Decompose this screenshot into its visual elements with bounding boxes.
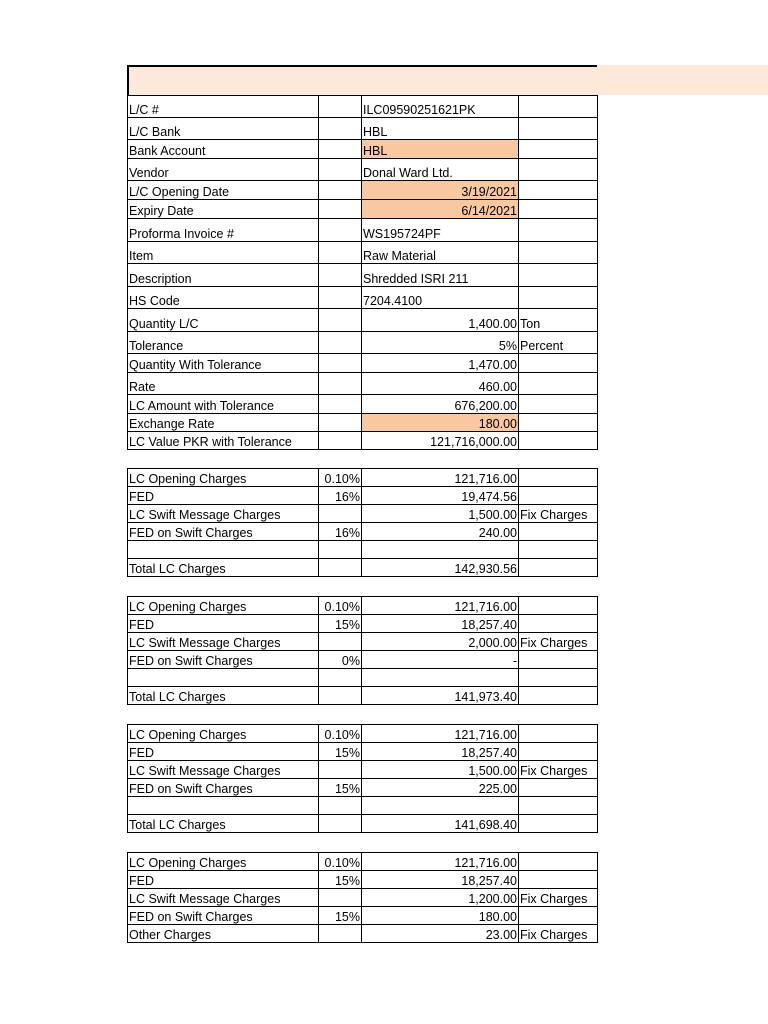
- value-cell[interactable]: 180.00: [362, 414, 519, 432]
- table-row: [128, 651, 598, 669]
- value-cell[interactable]: 5%: [362, 332, 519, 354]
- value-cell[interactable]: 121,716.00: [362, 853, 519, 871]
- value-cell[interactable]: -: [362, 651, 519, 669]
- lc-charges-block-1: [127, 468, 598, 577]
- table-row: [128, 669, 598, 687]
- pct-cell[interactable]: [319, 432, 362, 450]
- unit-cell[interactable]: [519, 140, 598, 159]
- label-cell[interactable]: LC Swift Message Charges: [128, 633, 319, 651]
- pct-cell[interactable]: 16%: [319, 523, 362, 541]
- table-row: [128, 414, 598, 432]
- unit-cell[interactable]: [519, 743, 598, 761]
- pct-cell[interactable]: [319, 181, 362, 200]
- unit-cell[interactable]: Fix Charges: [519, 633, 598, 651]
- label-cell[interactable]: FED on Swift Charges: [128, 651, 319, 669]
- table-row: [128, 354, 598, 373]
- value-cell[interactable]: 18,257.40: [362, 615, 519, 633]
- table-row: [128, 925, 598, 943]
- value-cell[interactable]: HBL: [362, 118, 519, 140]
- pct-cell[interactable]: [319, 118, 362, 140]
- pct-cell[interactable]: [319, 815, 362, 833]
- value-cell[interactable]: 141,973.40: [362, 687, 519, 705]
- value-cell[interactable]: 3/19/2021: [362, 181, 519, 200]
- header-title-cell[interactable]: [127, 65, 597, 95]
- unit-cell[interactable]: [519, 871, 598, 889]
- label-cell[interactable]: [128, 669, 319, 687]
- unit-cell[interactable]: [519, 200, 598, 219]
- unit-cell[interactable]: Ton: [519, 309, 598, 332]
- table-row: [128, 559, 598, 577]
- pct-cell[interactable]: [319, 140, 362, 159]
- table-row: [128, 181, 598, 200]
- label-cell[interactable]: L/C Bank: [128, 118, 319, 140]
- table-row: [128, 687, 598, 705]
- unit-cell[interactable]: [519, 469, 598, 487]
- label-cell[interactable]: HS Code: [128, 287, 319, 309]
- pct-cell[interactable]: 15%: [319, 779, 362, 797]
- unit-cell[interactable]: Fix Charges: [519, 925, 598, 943]
- value-cell[interactable]: 18,257.40: [362, 871, 519, 889]
- label-cell[interactable]: FED: [128, 615, 319, 633]
- table-row: [128, 373, 598, 395]
- unit-cell[interactable]: [519, 181, 598, 200]
- unit-cell[interactable]: [519, 615, 598, 633]
- unit-cell[interactable]: [519, 96, 598, 118]
- pct-cell[interactable]: [319, 505, 362, 523]
- value-cell[interactable]: Raw Material: [362, 242, 519, 264]
- value-cell[interactable]: Donal Ward Ltd.: [362, 159, 519, 181]
- pct-cell[interactable]: [319, 373, 362, 395]
- pct-cell[interactable]: [319, 354, 362, 373]
- label-cell[interactable]: Vendor: [128, 159, 319, 181]
- unit-cell[interactable]: [519, 487, 598, 505]
- pct-cell[interactable]: [319, 687, 362, 705]
- table-row: [128, 96, 598, 118]
- label-cell[interactable]: Total LC Charges: [128, 687, 319, 705]
- pct-cell[interactable]: [319, 159, 362, 181]
- table-row: [128, 200, 598, 219]
- value-cell[interactable]: HBL: [362, 140, 519, 159]
- unit-cell[interactable]: [519, 687, 598, 705]
- unit-cell[interactable]: [519, 779, 598, 797]
- unit-cell[interactable]: Percent: [519, 332, 598, 354]
- table-row: [128, 469, 598, 487]
- table-row: [128, 332, 598, 354]
- label-cell[interactable]: Bank Account: [128, 140, 319, 159]
- label-cell[interactable]: [128, 797, 319, 815]
- label-cell[interactable]: Proforma Invoice #: [128, 219, 319, 242]
- value-cell[interactable]: 240.00: [362, 523, 519, 541]
- pct-cell[interactable]: [319, 287, 362, 309]
- pct-cell[interactable]: 15%: [319, 907, 362, 925]
- lc-charges-block-2: [127, 596, 598, 705]
- unit-cell[interactable]: [519, 725, 598, 743]
- pct-cell[interactable]: [319, 761, 362, 779]
- pct-cell[interactable]: [319, 669, 362, 687]
- unit-cell[interactable]: [519, 597, 598, 615]
- table-row: [128, 264, 598, 287]
- label-cell[interactable]: L/C Opening Date: [128, 181, 319, 200]
- table-row: [128, 523, 598, 541]
- table-row: [128, 242, 598, 264]
- pct-cell[interactable]: [319, 559, 362, 577]
- table-row: [128, 505, 598, 523]
- table-row: [128, 140, 598, 159]
- label-cell[interactable]: Tolerance: [128, 332, 319, 354]
- unit-cell[interactable]: [519, 395, 598, 414]
- pct-cell[interactable]: [319, 541, 362, 559]
- value-cell[interactable]: 23.00: [362, 925, 519, 943]
- table-row: [128, 889, 598, 907]
- value-cell[interactable]: [362, 669, 519, 687]
- value-cell[interactable]: 1,400.00: [362, 309, 519, 332]
- table-row: [128, 432, 598, 450]
- label-cell[interactable]: Total LC Charges: [128, 559, 319, 577]
- value-cell[interactable]: 121,716.00: [362, 725, 519, 743]
- unit-cell[interactable]: [519, 242, 598, 264]
- value-cell[interactable]: [362, 541, 519, 559]
- pct-cell[interactable]: [319, 242, 362, 264]
- label-cell[interactable]: Exchange Rate: [128, 414, 319, 432]
- pct-cell[interactable]: 15%: [319, 615, 362, 633]
- label-cell[interactable]: FED: [128, 743, 319, 761]
- value-cell[interactable]: 1,500.00: [362, 761, 519, 779]
- value-cell[interactable]: 18,257.40: [362, 743, 519, 761]
- label-cell[interactable]: FED on Swift Charges: [128, 907, 319, 925]
- unit-cell[interactable]: [519, 219, 598, 242]
- table-row: [128, 615, 598, 633]
- unit-cell[interactable]: Fix Charges: [519, 761, 598, 779]
- label-cell[interactable]: LC Opening Charges: [128, 469, 319, 487]
- value-cell[interactable]: ILC09590251621PK: [362, 96, 519, 118]
- table-row: [128, 541, 598, 559]
- label-cell[interactable]: Total LC Charges: [128, 815, 319, 833]
- table-row: [128, 287, 598, 309]
- lc-charges-block-3: [127, 724, 598, 833]
- pct-cell[interactable]: [319, 96, 362, 118]
- table-row: [128, 597, 598, 615]
- pct-cell[interactable]: [319, 332, 362, 354]
- label-cell[interactable]: LC Swift Message Charges: [128, 889, 319, 907]
- table-row: [128, 159, 598, 181]
- value-cell[interactable]: 121,716.00: [362, 597, 519, 615]
- label-cell[interactable]: Quantity With Tolerance: [128, 354, 319, 373]
- unit-cell[interactable]: [519, 853, 598, 871]
- unit-cell[interactable]: [519, 373, 598, 395]
- unit-cell[interactable]: [519, 432, 598, 450]
- value-cell[interactable]: 460.00: [362, 373, 519, 395]
- pct-cell[interactable]: [319, 395, 362, 414]
- label-cell[interactable]: L/C #: [128, 96, 319, 118]
- value-cell[interactable]: 2,000.00: [362, 633, 519, 651]
- label-cell[interactable]: LC Value PKR with Tolerance: [128, 432, 319, 450]
- unit-cell[interactable]: [519, 797, 598, 815]
- value-cell[interactable]: 121,716,000.00: [362, 432, 519, 450]
- unit-cell[interactable]: Fix Charges: [519, 505, 598, 523]
- value-cell[interactable]: 225.00: [362, 779, 519, 797]
- label-cell[interactable]: Other Charges: [128, 925, 319, 943]
- value-cell[interactable]: WS195724PF: [362, 219, 519, 242]
- unit-cell[interactable]: [519, 414, 598, 432]
- table-row: [128, 395, 598, 414]
- label-cell[interactable]: Description: [128, 264, 319, 287]
- label-cell[interactable]: FED on Swift Charges: [128, 779, 319, 797]
- pct-cell[interactable]: [319, 633, 362, 651]
- pct-cell[interactable]: [319, 200, 362, 219]
- table-row: [128, 633, 598, 651]
- unit-cell[interactable]: [519, 354, 598, 373]
- unit-cell[interactable]: [519, 159, 598, 181]
- table-row: [128, 797, 598, 815]
- unit-cell[interactable]: [519, 669, 598, 687]
- unit-cell[interactable]: [519, 815, 598, 833]
- pct-cell[interactable]: 15%: [319, 871, 362, 889]
- pct-cell[interactable]: [319, 309, 362, 332]
- unit-cell[interactable]: [519, 287, 598, 309]
- value-cell[interactable]: 6/14/2021: [362, 200, 519, 219]
- value-cell[interactable]: 180.00: [362, 907, 519, 925]
- table-row: [128, 779, 598, 797]
- pct-cell[interactable]: [319, 414, 362, 432]
- label-cell[interactable]: FED on Swift Charges: [128, 523, 319, 541]
- lc-details-table: [127, 95, 598, 450]
- unit-cell[interactable]: [519, 907, 598, 925]
- table-row: [128, 487, 598, 505]
- value-cell[interactable]: 19,474.56: [362, 487, 519, 505]
- pct-cell[interactable]: [319, 797, 362, 815]
- lc-charges-block-4: [127, 852, 598, 943]
- value-cell[interactable]: 121,716.00: [362, 469, 519, 487]
- value-cell[interactable]: 1,500.00: [362, 505, 519, 523]
- label-cell[interactable]: Item: [128, 242, 319, 264]
- pct-cell[interactable]: 0.10%: [319, 597, 362, 615]
- table-row: [128, 725, 598, 743]
- unit-cell[interactable]: [519, 651, 598, 669]
- unit-cell[interactable]: Fix Charges: [519, 889, 598, 907]
- pct-cell[interactable]: [319, 889, 362, 907]
- unit-cell[interactable]: [519, 118, 598, 140]
- unit-cell[interactable]: [519, 559, 598, 577]
- label-cell[interactable]: FED: [128, 871, 319, 889]
- table-row: [128, 309, 598, 332]
- pct-cell[interactable]: 15%: [319, 743, 362, 761]
- label-cell[interactable]: LC Opening Charges: [128, 853, 319, 871]
- label-cell[interactable]: LC Opening Charges: [128, 725, 319, 743]
- pct-cell[interactable]: 0.10%: [319, 725, 362, 743]
- label-cell[interactable]: LC Swift Message Charges: [128, 761, 319, 779]
- value-cell[interactable]: 676,200.00: [362, 395, 519, 414]
- unit-cell[interactable]: [519, 264, 598, 287]
- label-cell[interactable]: LC Amount with Tolerance: [128, 395, 319, 414]
- pct-cell[interactable]: 0%: [319, 651, 362, 669]
- value-cell[interactable]: 141,698.40: [362, 815, 519, 833]
- pct-cell[interactable]: [319, 264, 362, 287]
- value-cell[interactable]: 1,470.00: [362, 354, 519, 373]
- label-cell[interactable]: Rate: [128, 373, 319, 395]
- table-row: [128, 743, 598, 761]
- unit-cell[interactable]: [519, 541, 598, 559]
- table-row: [128, 815, 598, 833]
- label-cell[interactable]: Expiry Date: [128, 200, 319, 219]
- table-row: [128, 853, 598, 871]
- table-row: [128, 871, 598, 889]
- value-cell[interactable]: 7204.4100: [362, 287, 519, 309]
- value-cell[interactable]: [362, 797, 519, 815]
- value-cell[interactable]: 142,930.56: [362, 559, 519, 577]
- label-cell[interactable]: [128, 541, 319, 559]
- value-cell[interactable]: Shredded ISRI 211: [362, 264, 519, 287]
- table-row: [128, 118, 598, 140]
- label-cell[interactable]: LC Opening Charges: [128, 597, 319, 615]
- table-row: [128, 219, 598, 242]
- unit-cell[interactable]: [519, 523, 598, 541]
- pct-cell[interactable]: 0.10%: [319, 853, 362, 871]
- table-row: [128, 907, 598, 925]
- table-row: [128, 761, 598, 779]
- pct-cell[interactable]: [319, 219, 362, 242]
- label-cell[interactable]: FED: [128, 487, 319, 505]
- pct-cell[interactable]: [319, 925, 362, 943]
- label-cell[interactable]: LC Swift Message Charges: [128, 505, 319, 523]
- pct-cell[interactable]: 16%: [319, 487, 362, 505]
- pct-cell[interactable]: 0.10%: [319, 469, 362, 487]
- value-cell[interactable]: 1,200.00: [362, 889, 519, 907]
- label-cell[interactable]: Quantity L/C: [128, 309, 319, 332]
